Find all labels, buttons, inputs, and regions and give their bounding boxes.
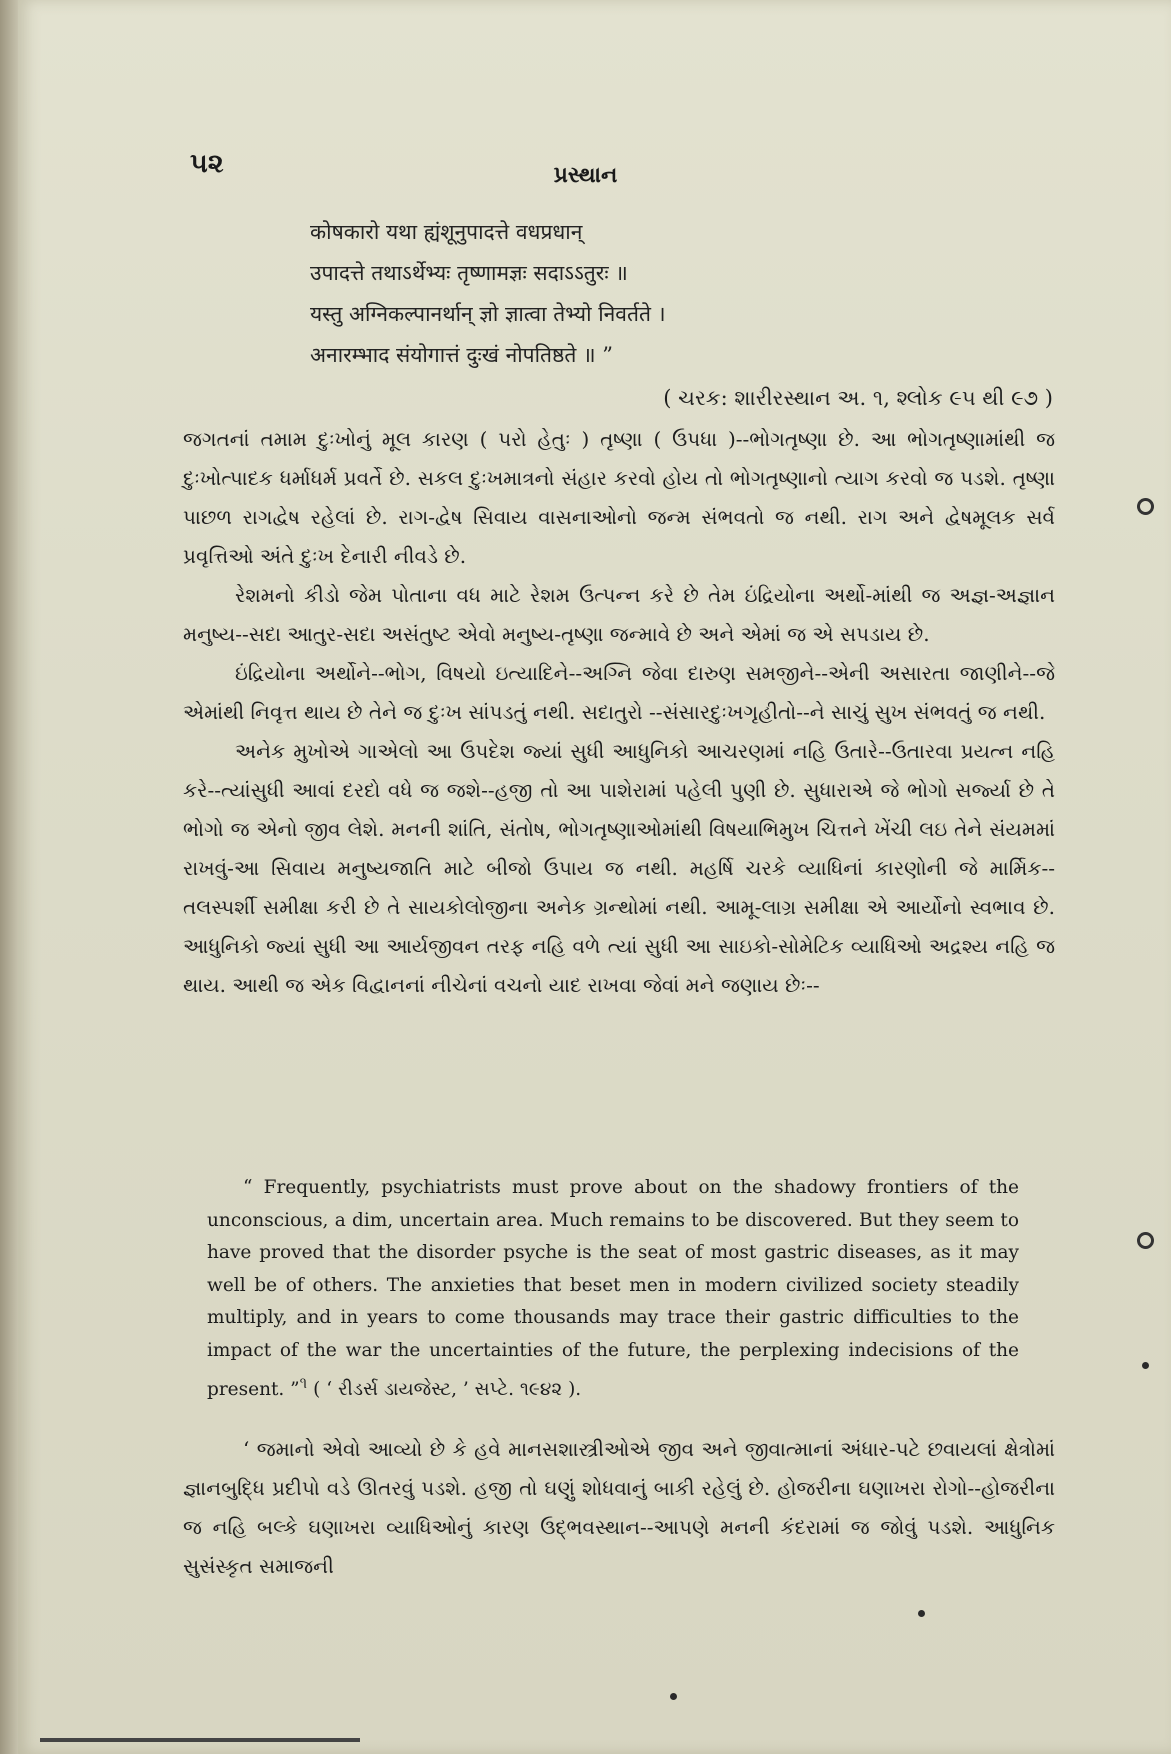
paragraph: ઇંદ્રિયોના અર્થોને--ભોગ, વિષયો ઇત્યાદિને--અગ્નિ જેવા દારુણ સમજીને--એની અસારતા જાણીને--જે એમાંથી નિવૃત્ત થાય છે તેને જ દુઃખ સાંપડતું નથી. સદાતુરો --સંસારદુઃખગૃહીતો--ને સાચું સુખ સંભવતું જ નથી. xyxy=(183,661,1055,724)
running-head: પ્રસ્થાન xyxy=(553,162,618,188)
ink-speck xyxy=(1142,1362,1149,1369)
shloka-citation: ( ચરક: શારીરસ્થાન અ. ૧, શ્લોક ૯૫ થી ૯૭ ) xyxy=(663,386,1053,410)
paragraph: અનેક મુખોએ ગાએલો આ ઉપદેશ જ્યાં સુધી આધુનિકો આચરણમાં નહિ ઉતારે--ઉતારવા પ્રયત્ન નહિ કરે--ત્યાંસુધી આવાં દરદો વધે જ જશે--હજી તો આ પાશેરામાં પહેલી પુણી છે. સુધારાએ જે ભોગો સર્જ્યા છે તે ભોગો જ એનો જીવ લેશે. મનની શાંતિ, સંતોષ, ભોગતૃષ્ણાઓમાંથી વિષયાભિમુખ ચિત્તને ખેંચી લઇ તેને સંયમમાં રાખવું-આ સિવાય મનુષ્યજાતિ માટે બીજો ઉપાય જ નથી. મહર્ષિ ચરકે વ્યાધિનાં કારણોની જે માર્મિક--તલસ્પર્શી સમીક્ષા કરી છે તે સાયકોલોજીના અનેક ગ્રન્થોમાં નથી. આમૂ-લાગ્ર સમીક્ષા એ આર્યોનો સ્વભાવ છે. આધુનિકો જ્યાં સુધી આ આર્યજીવન તરફ નહિ વળે ત્યાં સુધી આ સાઇકો-સોમેટિક વ્યાધિઓ અદ્રશ્ય નહિ જ થાય. આથી જ એક વિદ્વાનનાં નીચેનાં વચનો યાદ રાખવા જેવાં મને જણાય છેઃ-- xyxy=(183,739,1055,997)
shloka-line: उपादत्ते तथाऽर्थेभ्यः तृष्णामज्ञः सदाऽऽतुरः ॥ xyxy=(310,261,628,285)
punch-hole-mark xyxy=(1137,1232,1154,1249)
page-number: ૫૨ xyxy=(190,148,224,179)
bottom-edge-shadow xyxy=(40,1738,360,1742)
quote-text: “ Frequently, psychiatrists must prove about on the shadowy frontiers of the unconscious, a dim, uncertain area. Much remains to be discovered. But they seem to have proved that the disorder psyche is the seat of most gastric diseases, as it may well be of others. The anxieties that beset men in modern civilized society steadily multiply, and in years to come thousands may trace their gastric difficulties to the impact of the war the uncertainties of the future, the perplexing indecisions of the present. ” xyxy=(207,1177,1019,1401)
punch-hole-mark xyxy=(1137,498,1154,515)
shloka-line: कोषकारो यथा ह्यंशूनुपादत्ते वधप्रधान् xyxy=(310,220,583,244)
body-text-continued xyxy=(183,1430,1055,1586)
shloka-line: यस्तु अग्निकल्पानर्थान् ज्ञो ज्ञात्वा तेभ्यो निवर्तते । xyxy=(310,302,666,326)
shloka-line: अनारम्भाद संयोगात्तं दुःखं नोपतिष्ठते ॥ ” xyxy=(310,343,613,367)
paragraph: જગતનાં તમામ દુઃખોનું મૂલ કારણ ( પરો હેતુઃ ) તૃષ્ણા ( ઉપધા )--ભોગતૃષ્ણા છે. આ ભોગતૃષ્ણામાંથી જ દુઃખોત્પાદક ધર્માધર્મ પ્રવર્તે છે. સકલ દુઃખમાત્રનો સંહાર કરવો હોય તો ભોગતૃષ્ણાનો ત્યાગ કરવો જ પડશે. તૃષ્ણા પાછળ રાગદ્વેષ રહેલાં છે. રાગ-દ્વેષ સિવાય વાસનાઓનો જન્મ સંભવતો જ નથી. રાગ અને દ્વેષમૂલક સર્વ પ્રવૃત્તિઓ અંતે દુઃખ દેનારી નીવડે છે. xyxy=(183,427,1055,568)
footnote-mark: ૧ xyxy=(299,1374,308,1392)
paragraph: રેશમનો કીડો જેમ પોતાના વધ માટે રેશમ ઉત્પન્ન કરે છે તેમ ઇંદ્રિયોના અર્થો-માંથી જ અજ્ઞ-અજ્ઞાન મનુષ્ય--સદા આતુર-સદા અસંતુષ્ટ એવો મનુષ્ય-તૃષ્ણા જન્માવે છે અને એમાં જ એ સપડાય છે. xyxy=(183,583,1055,646)
sanskrit-shloka xyxy=(310,212,1010,376)
ink-speck xyxy=(670,1693,677,1700)
paragraph: ‘ જમાનો એવો આવ્યો છે કે હવે માનસશાસ્ત્રીઓએ જીવ અને જીવાત્માનાં અંધાર-પટે છવાયલાં ક્ષેત્રોમાં જ્ઞાનબુદ્ધિ પ્રદીપો વડે ઊતરવું પડશે. હજી તો ઘણું શોધવાનું બાકી રહેલું છે. હોજરીના ઘણાખરા રોગો--હોજરીના જ નહિ બલ્કે ઘણાખરા વ્યાધિઓનું કારણ ઉદ્ભવસ્થાન--આપણે મનની કંદરામાં જ જોવું પડશે. આધુનિક સુસંસ્કૃત સમાજની xyxy=(183,1437,1055,1578)
page-gutter xyxy=(0,0,18,1754)
ink-speck xyxy=(918,1610,925,1617)
quote-source: ( ‘ રીડર્સ ડાયજેસ્ટ, ’ સપ્ટે. ૧૯૪૨ ). xyxy=(313,1379,582,1401)
english-quote xyxy=(207,1172,1019,1407)
body-text xyxy=(183,420,1055,1005)
